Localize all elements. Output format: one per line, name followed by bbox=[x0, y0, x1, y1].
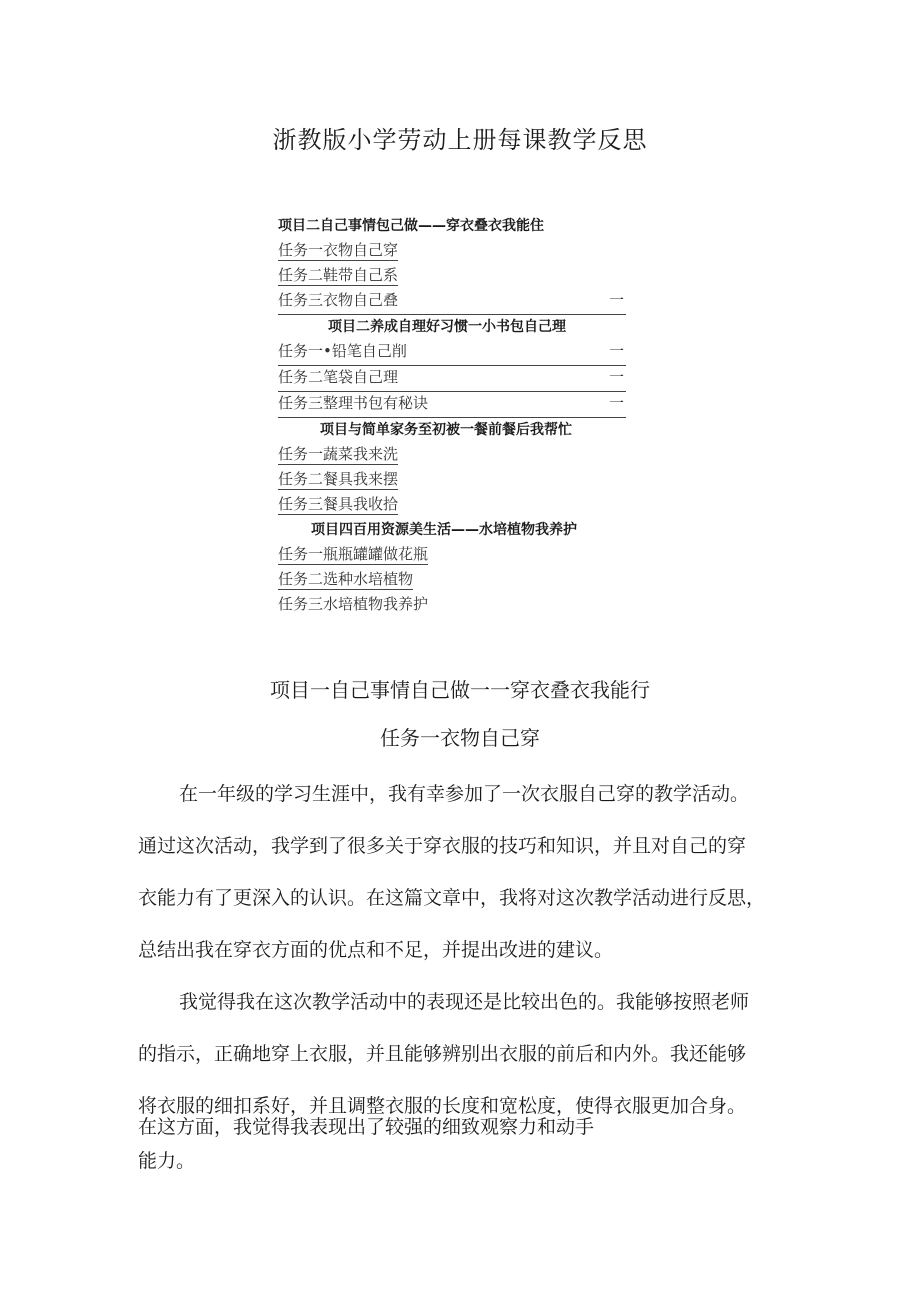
paragraph-line: 在这方面，我觉得我表现出了较强的细致观察力和动手 bbox=[138, 1116, 595, 1138]
toc-entry-label: 任务三整理书包有秘诀 bbox=[278, 394, 429, 412]
toc-entry-label: 任务二餐具我来摆 bbox=[278, 470, 399, 488]
paragraph-line: 能力。 bbox=[138, 1150, 196, 1172]
toc-entry[interactable] bbox=[278, 593, 626, 618]
toc-entry[interactable] bbox=[278, 568, 626, 593]
toc-entry[interactable] bbox=[278, 392, 626, 418]
toc-entry[interactable] bbox=[278, 289, 626, 315]
toc-entry-label: 任务二笔袋自己理 bbox=[278, 368, 399, 386]
toc-project-heading: 项目二养成自理好习惯一小书包自己理 bbox=[328, 319, 566, 335]
toc-entry-label: 任务二鞋带自己系 bbox=[278, 266, 399, 284]
toc-project-heading: 项目二自己事情包己做——穿衣叠衣我能住 bbox=[278, 218, 544, 234]
toc-entry[interactable] bbox=[278, 443, 626, 468]
paragraph-line: 我觉得我在这次教学活动中的表现还是比较出色的。我能够按照老师 bbox=[179, 991, 750, 1013]
toc-entry[interactable] bbox=[278, 493, 626, 518]
toc-entry[interactable] bbox=[278, 366, 626, 392]
toc-page-number: 一 bbox=[608, 368, 624, 386]
task-title: 任务一衣物自己穿 bbox=[380, 726, 540, 750]
paragraph-line: 的指示，正确地穿上衣服，并且能够辨别出衣服的前后和内外。我还能够 bbox=[138, 1043, 747, 1065]
toc-entry-label: 任务一•铅笔自己削 bbox=[278, 342, 407, 360]
toc-entry[interactable] bbox=[278, 543, 626, 568]
toc-project-heading: 项目四百用资源美生活——水培植物我养护 bbox=[311, 522, 577, 538]
paragraph-line: 总结出我在穿衣方面的优点和不足，并提出改进的建议。 bbox=[138, 939, 614, 961]
toc-page-number: 一 bbox=[608, 342, 624, 360]
toc-entry-label: 任务一瓶瓶罐罐做花瓶 bbox=[278, 545, 429, 563]
paragraph-line: 将衣服的细扣系好，并且调整衣服的长度和宽松度，使得衣服更加合身。 bbox=[138, 1095, 747, 1117]
project-title: 项目一自己事情自己做一一穿衣叠衣我能行 bbox=[270, 678, 650, 702]
toc-entry-label: 任务三餐具我收拾 bbox=[278, 495, 399, 513]
toc-entry-label: 任务三水培植物我养护 bbox=[278, 595, 429, 613]
toc-entry[interactable] bbox=[278, 340, 626, 366]
paragraph-line: 在一年级的学习生涯中，我有幸参加了一次衣服自己穿的教学活动。 bbox=[179, 783, 750, 805]
toc-entry[interactable] bbox=[278, 239, 626, 264]
toc-entry-label: 任务一蔬菜我来洗 bbox=[278, 445, 399, 463]
table-of-contents bbox=[278, 214, 626, 618]
paragraph-line: 通过这次活动，我学到了很多关于穿衣服的技巧和知识，并且对自己的穿 bbox=[138, 835, 747, 857]
toc-entry[interactable] bbox=[278, 264, 626, 289]
toc-entry[interactable] bbox=[278, 468, 626, 493]
document-title: 浙教版小学劳动上册每课教学反思 bbox=[272, 126, 648, 154]
toc-page-number: 一 bbox=[608, 291, 624, 309]
body-text-tail bbox=[138, 1110, 738, 1178]
toc-page-number: 一 bbox=[608, 394, 624, 412]
toc-entry-label: 任务一衣物自己穿 bbox=[278, 241, 399, 259]
toc-entry-label: 任务三衣物自己叠 bbox=[278, 291, 399, 309]
paragraph-line: 衣能力有了更深入的认识。在这篇文章中，我将对这次教学活动进行反思， bbox=[138, 887, 766, 909]
body-text bbox=[138, 768, 798, 1132]
toc-project-heading: 项目与简单家务至初被一餐前餐后我帮忙 bbox=[320, 422, 572, 438]
toc-entry-label: 任务二选种水培植物 bbox=[278, 570, 414, 588]
